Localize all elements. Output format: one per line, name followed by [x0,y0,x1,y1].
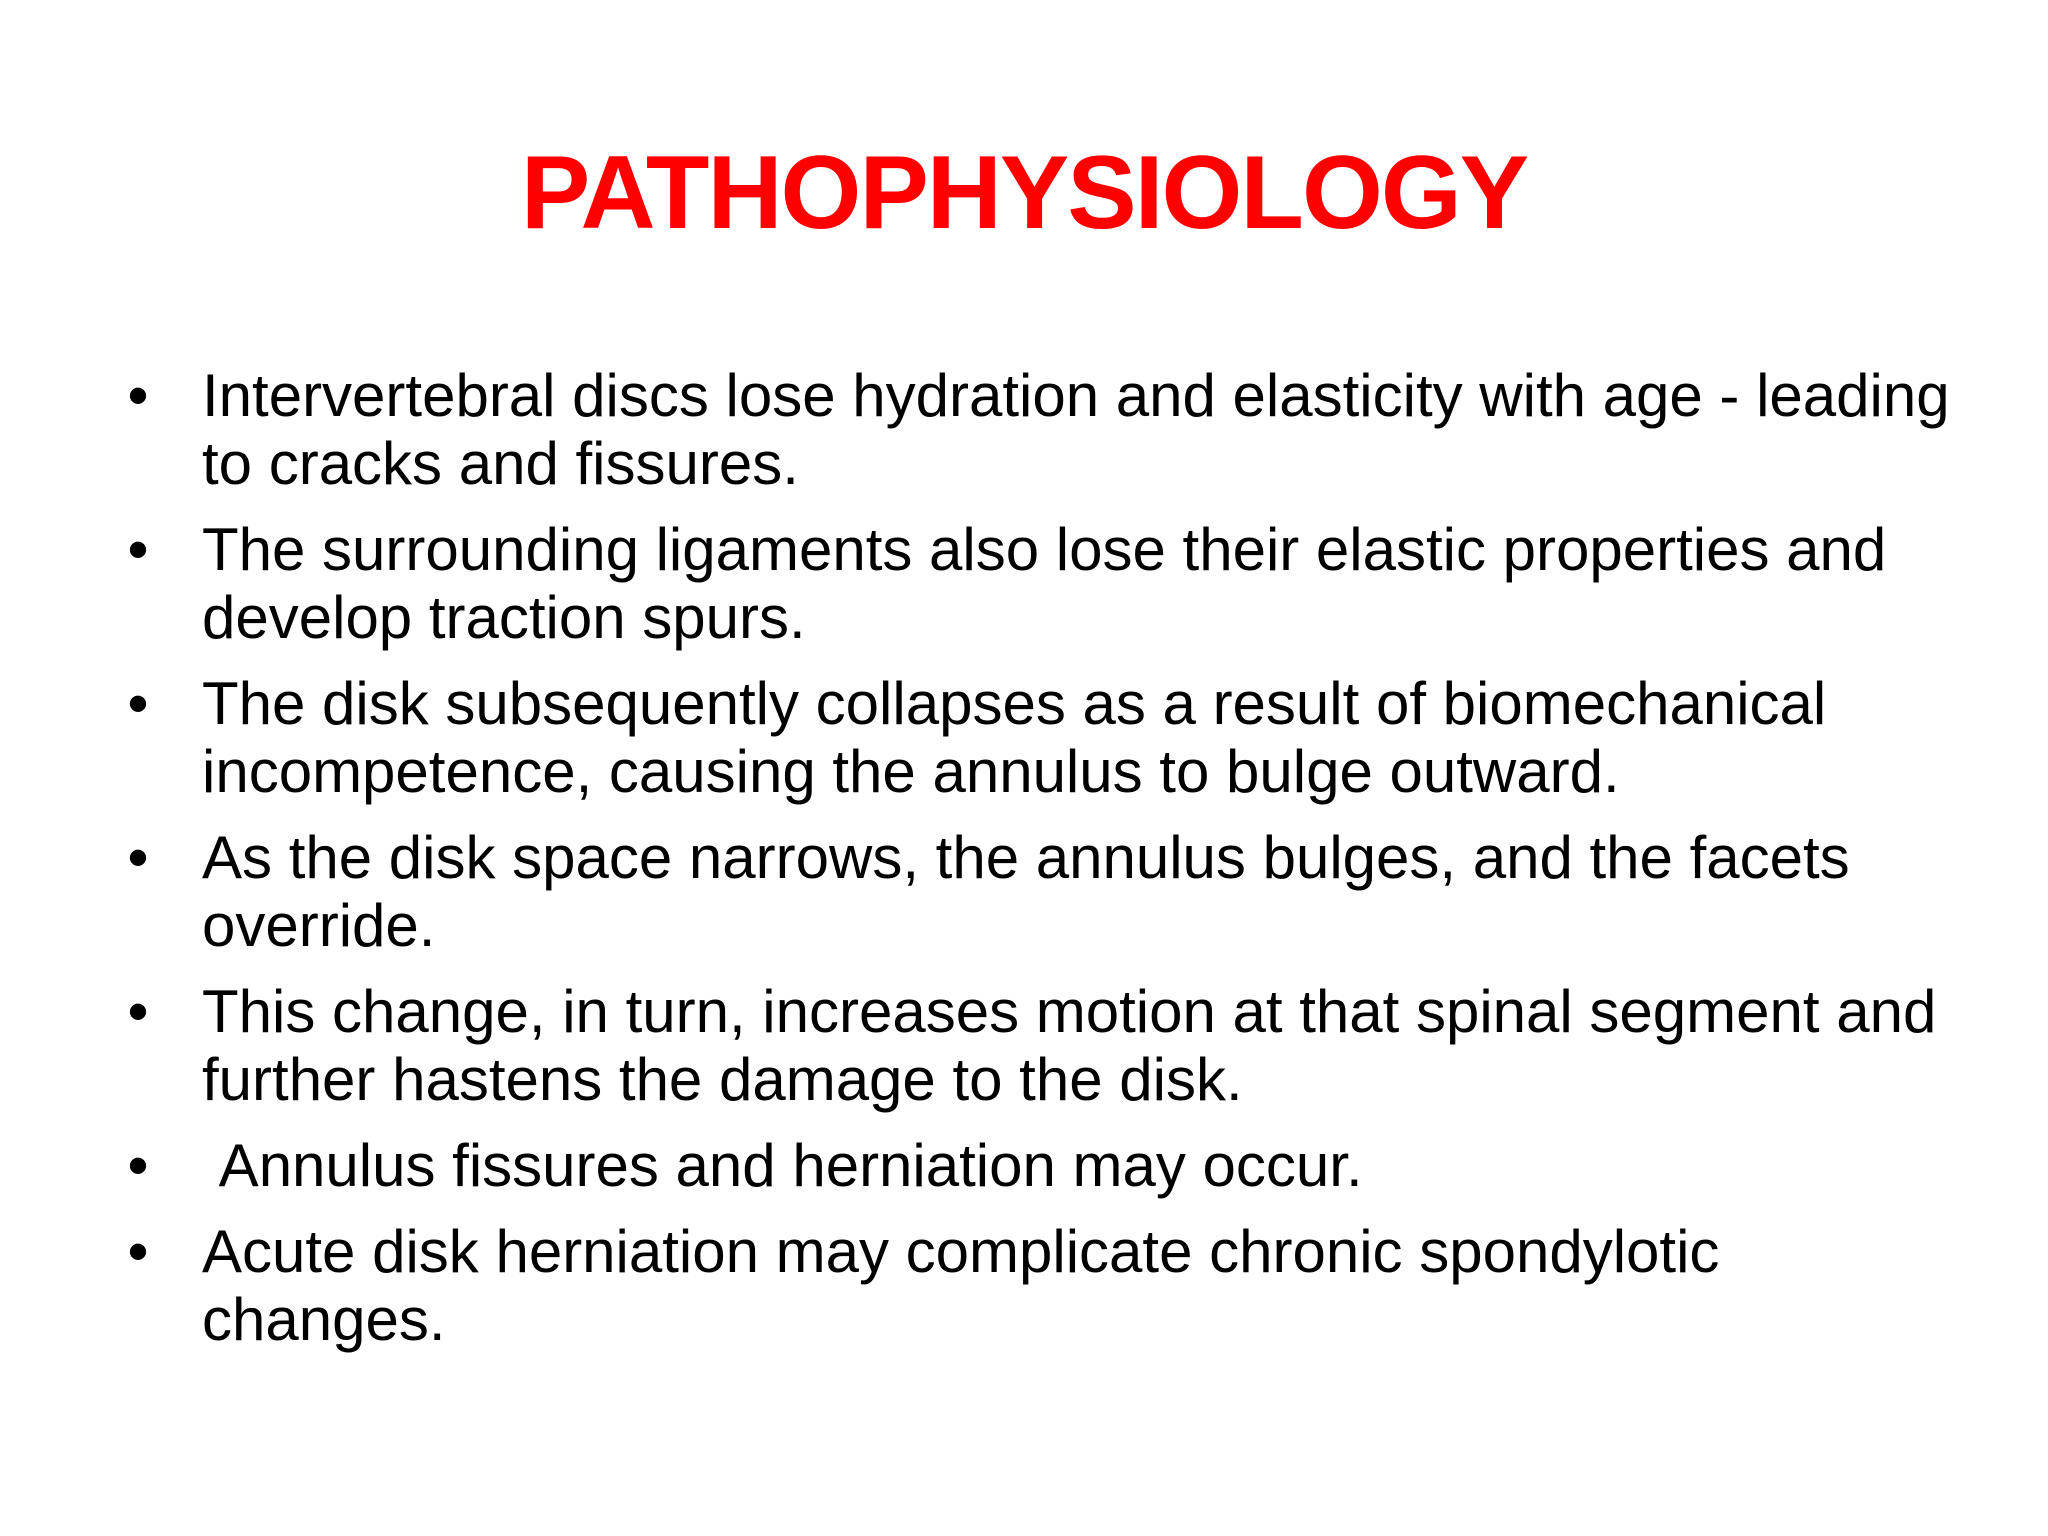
bullet-icon: • [127,362,149,429]
bullet-text: The surrounding ligaments also lose their elastic properties and develop traction spurs. [202,516,1887,651]
bullet-item [118,1218,1978,1354]
bullet-text: Acute disk herniation may complicate chronic spondylotic changes. [202,1218,1720,1353]
bullet-list [118,362,1978,1372]
bullet-item [118,978,1978,1114]
slide-title: PATHOPHYSIOLOGY [520,135,1528,251]
bullet-icon: • [127,1132,149,1199]
bullet-item [118,516,1978,652]
bullet-item [118,670,1978,806]
bullet-item [118,824,1978,960]
bullet-item [118,362,1978,498]
bullet-item [118,1132,1978,1200]
bullet-icon: • [127,670,149,737]
bullet-text: This change, in turn, increases motion at that spinal segment and further hastens the damage to the disk. [202,978,1937,1113]
bullet-icon: • [127,978,149,1045]
bullet-text: As the disk space narrows, the annulus bulges, and the facets override. [202,824,1850,959]
bullet-icon: • [127,1218,149,1285]
bullet-icon: • [127,824,149,891]
bullet-icon: • [127,516,149,583]
bullet-text: Annulus fissures and herniation may occur. [202,1132,1363,1199]
bullet-text: The disk subsequently collapses as a result of biomechanical incompetence, causing the annulus to bulge outward. [202,670,1827,805]
bullet-text: Intervertebral discs lose hydration and elasticity with age - leading to cracks and fissures. [202,362,1950,497]
